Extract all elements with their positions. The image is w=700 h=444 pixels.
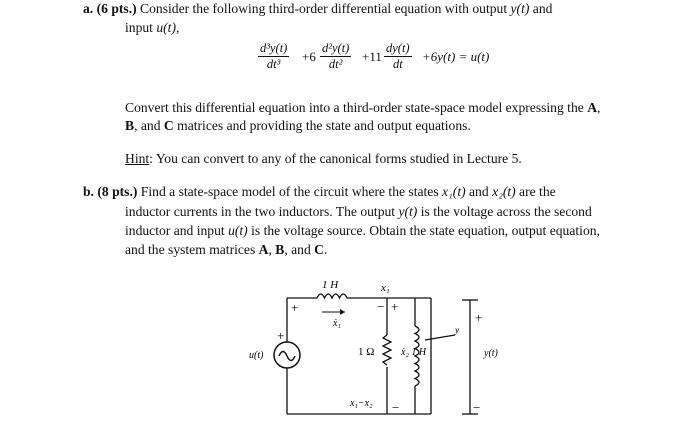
part-b-state-x1: x₁(t) <box>442 184 466 199</box>
part-b-state-x2: x₂(t) <box>492 184 516 199</box>
hint-label: Hint <box>125 151 150 166</box>
part-b-l4c: , and <box>284 242 315 257</box>
part-b-l3b: is the voltage source. Obtain the state equation, output equation, <box>247 223 600 238</box>
inductor-1-coil <box>317 294 347 298</box>
part-b-matrix-b: B <box>275 242 285 257</box>
part-a-intro-4: , <box>175 20 180 35</box>
branch-current-label: x₁−x₂ <box>350 398 373 409</box>
part-a-matrix-a: A <box>587 100 598 115</box>
part-b-input-u: u(t) <box>228 223 248 238</box>
part-b-l2a: inductor currents in the two inductors. The output <box>125 204 399 219</box>
eq-t1-num: d³y(t) <box>260 41 288 55</box>
part-b-matrix-a: A <box>258 242 269 257</box>
circuit-wires <box>287 298 481 415</box>
part-a-input-symbol: u(t) <box>156 20 176 35</box>
eq-t3-den: dt <box>392 57 403 71</box>
part-a-intro-2: and <box>529 1 553 16</box>
y-mark-label: y <box>455 325 459 335</box>
inductor-2-label: ẋ₂ 1 H <box>401 347 427 358</box>
resistor-label: 1 Ω <box>358 346 375 358</box>
resistor-zigzag <box>383 335 391 365</box>
part-b-l2b: is the voltage across the second <box>417 204 592 219</box>
eq-t3-num: dy(t) <box>386 41 410 55</box>
part-a-intro-3: input <box>125 20 157 35</box>
hint-text: : You can convert to any of the canonical forms studied in Lecture 5. <box>149 151 522 166</box>
voltage-source <box>274 342 300 368</box>
eq-tail: +6y(t) = u(t) <box>422 49 490 64</box>
eq-coef-3: +11 <box>362 49 382 64</box>
bottom-minus: − <box>392 400 400 415</box>
resistor-minus: − <box>377 299 385 314</box>
part-a-points: (6 pts.) <box>96 1 137 16</box>
part-b-matrix-c: C <box>314 242 324 257</box>
part-b-l1c: are the <box>515 184 556 199</box>
part-a-output-symbol: y(t) <box>510 1 530 16</box>
output-plus: + <box>475 310 483 325</box>
part-b-l1a: Find a state-space model of the circuit where the states <box>137 184 443 199</box>
part-b-l3a: inductor and input <box>125 223 229 238</box>
eq-t2-num: d²y(t) <box>322 41 350 55</box>
part-b-l4d: . <box>324 242 328 257</box>
current-arrow-head <box>340 309 345 315</box>
part-a-label: a. <box>83 1 94 16</box>
part-a-intro-1: Consider the following third-order differential equation with output <box>136 1 511 16</box>
eq-t2-den: dt² <box>328 57 343 71</box>
part-a-task-1b: , <box>597 100 601 115</box>
part-b-output-y: y(t) <box>398 204 418 219</box>
output-minus: − <box>473 400 481 415</box>
part-b-points: (8 pts.) <box>97 184 138 199</box>
source-plus: + <box>277 328 285 343</box>
part-a-task-1a: Convert this differential equation into a third-order state-space model expressing the <box>125 100 588 115</box>
source-label: u(t) <box>249 350 264 361</box>
resistor-plus: + <box>391 299 399 314</box>
output-label: y(t) <box>484 348 498 359</box>
eq-t1-den: dt³ <box>266 57 281 71</box>
part-a-task-2a: , and <box>134 118 164 133</box>
part-b-l1b: and <box>465 184 493 199</box>
top-left-plus: + <box>291 300 299 315</box>
part-a-matrix-c: C <box>163 118 174 133</box>
top-current-label: x₁ <box>381 282 390 294</box>
x1-dot-label: ẋ₁ <box>333 318 341 329</box>
part-b-l4a: and the system matrices <box>125 242 259 257</box>
part-b-l4b: , <box>268 242 276 257</box>
eq-coef-2: +6 <box>302 49 316 64</box>
part-a-matrix-b: B <box>125 118 135 133</box>
inductor-1-label: 1 H <box>322 279 339 291</box>
part-b-label: b. <box>83 184 94 199</box>
part-a-task-2b: matrices and providing the state and output equations. <box>173 118 471 133</box>
